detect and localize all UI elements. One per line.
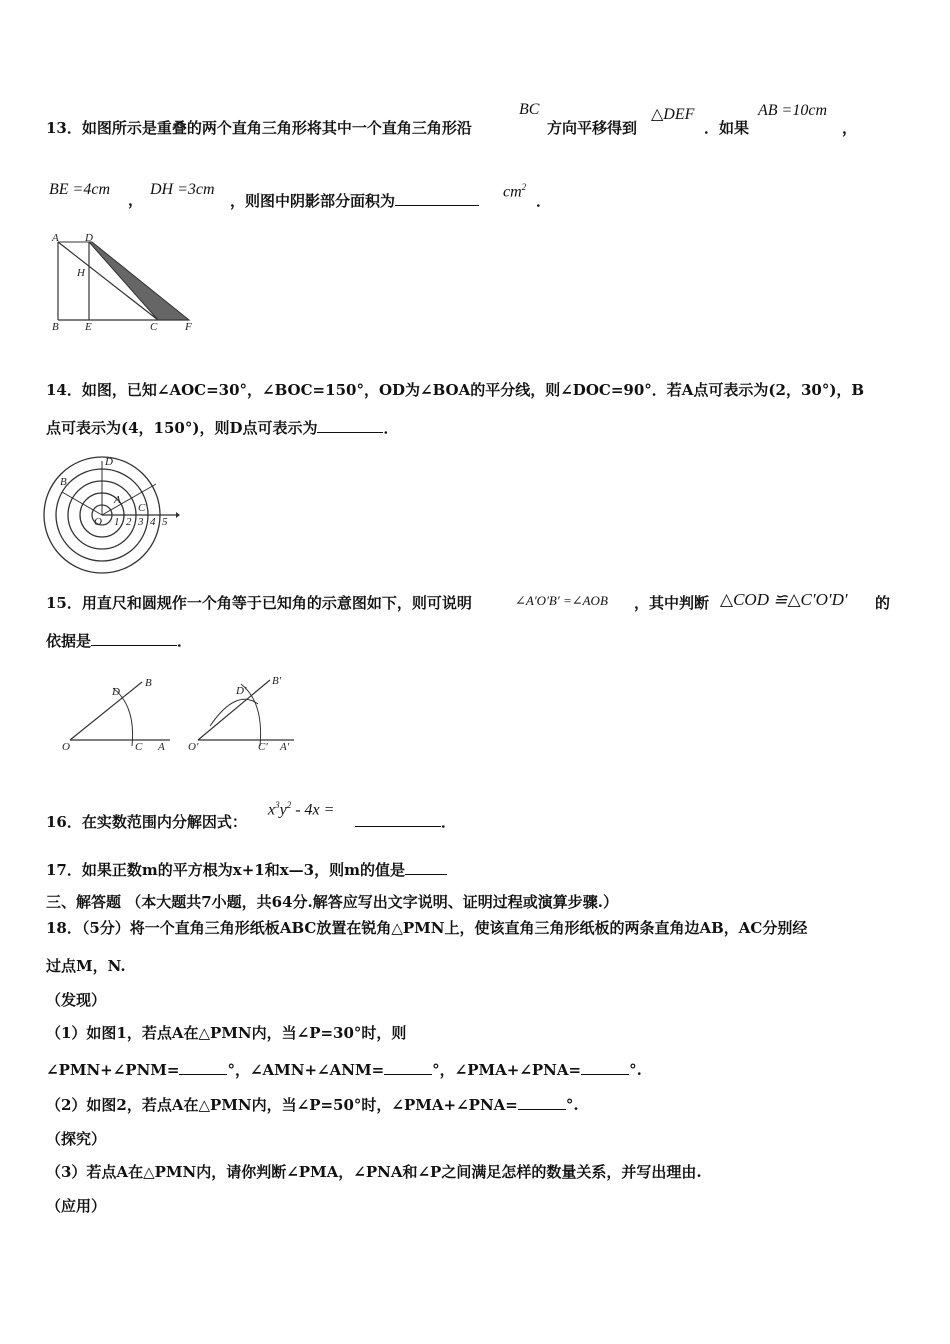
q16-answer-blank[interactable] xyxy=(355,812,441,827)
q18-line1: 18．（5分）将一个直角三角形纸板ABC放置在锐角△PMN上，使该直角三角形纸板的两条直角边AB，AC分别经 xyxy=(46,919,808,937)
q13-dh: DH =3cm xyxy=(150,181,215,198)
label-d: D xyxy=(105,456,113,468)
q13-unit-text: cm xyxy=(503,183,522,201)
q18-p1-a: ∠PMN+∠PNM= xyxy=(46,1061,180,1079)
label-d: D xyxy=(85,232,93,244)
q13-line2 xyxy=(230,190,479,211)
label-o: O xyxy=(62,741,70,753)
shaded-region xyxy=(89,242,189,320)
label-o-prime: O′ xyxy=(188,741,199,753)
q14-text: 点可表示为(4，150°)，则D点可表示为 xyxy=(46,419,318,437)
q17-answer-blank[interactable] xyxy=(405,860,447,875)
label-a: A xyxy=(114,494,121,506)
q18-p2-b: °. xyxy=(565,1096,579,1114)
q15-left-angle xyxy=(62,677,170,753)
q18-line2: 过点M，N. xyxy=(46,957,126,975)
q13-end: ． xyxy=(536,192,552,210)
q13-bc: BC xyxy=(519,101,540,118)
label-b-prime: B′ xyxy=(272,675,282,687)
label-b: B xyxy=(52,321,59,333)
q17-line xyxy=(46,859,447,880)
q15-answer-blank[interactable] xyxy=(91,631,177,646)
label-c: C xyxy=(135,741,143,753)
q16-expr-rest: - 4x = xyxy=(291,801,335,819)
q16-end: ． xyxy=(441,813,457,831)
q13-text-a: 13．如图所示是重叠的两个直角三角形将其中一个直角三角形沿 xyxy=(46,119,472,137)
q15-angle-eq: ∠A′O′B′ =∠AOB xyxy=(515,593,608,608)
label-c-prime: C′ xyxy=(258,741,268,753)
segment-ac xyxy=(58,242,158,320)
q13-line1 xyxy=(46,117,472,138)
q18-p1-c: °，∠PMA+∠PNA= xyxy=(432,1061,582,1079)
q14-answer-blank[interactable] xyxy=(317,418,383,433)
tick-2: 2 xyxy=(126,516,132,528)
q16-expr xyxy=(268,800,334,819)
q13-figure xyxy=(44,230,200,334)
q18-blank-3[interactable] xyxy=(581,1060,629,1075)
label-c: C xyxy=(150,321,158,333)
q18-blank-1[interactable] xyxy=(179,1060,227,1075)
q18-p1-d: °. xyxy=(629,1061,642,1079)
label-d: D xyxy=(112,686,120,698)
q15-figure xyxy=(60,670,300,760)
tick-1: 1 xyxy=(114,516,120,528)
q16-answer xyxy=(355,811,456,832)
q18-part1: （1）如图1，若点A在△PMN内，当∠P=30°时，则 xyxy=(46,1024,407,1042)
label-a: A xyxy=(52,232,59,244)
label-b: B xyxy=(60,476,67,488)
q13-comma: ， xyxy=(842,119,858,137)
label-a: A xyxy=(158,741,165,753)
q13-text-b: 方向平移得到 xyxy=(547,119,638,137)
section-3-heading: 三、解答题 （本大题共7小题，共64分.解答应写出文字说明、证明过程或演算步骤.） xyxy=(46,893,618,911)
q13-text-c: ．如果 xyxy=(704,119,750,137)
q14-end: ． xyxy=(383,419,399,437)
q14-line1: 14．如图，已知∠AOC=30°，∠BOC=150°，OD为∠BOA的平分线，则∠DOC=90°．若A点可表示为(2，30°)，B xyxy=(46,381,865,399)
q18-blank-4[interactable] xyxy=(518,1095,566,1110)
label-f: F xyxy=(185,321,192,333)
q13-be: BE =4cm xyxy=(49,181,110,198)
q15-congruence: △COD ≌△C′O′D′ xyxy=(720,590,848,609)
tick-4: 4 xyxy=(150,516,156,528)
q16-text: 16．在实数范围内分解因式： xyxy=(46,813,247,831)
q18-p2-a: （2）如图2，若点A在△PMN内，当∠P=50°时，∠PMA+∠PNA= xyxy=(46,1096,518,1114)
label-o: O xyxy=(94,516,102,528)
q18-blank-2[interactable] xyxy=(384,1060,432,1075)
q14-figure xyxy=(42,455,180,579)
arc-d-prime xyxy=(210,699,258,726)
axis-arrow xyxy=(176,512,180,518)
label-e: E xyxy=(85,321,92,333)
q14-line2 xyxy=(46,417,398,438)
q18-p1-b: °，∠AMN+∠ANM= xyxy=(227,1061,385,1079)
q16-x: x xyxy=(268,801,276,819)
q15-text-b: ，其中判断 xyxy=(634,594,710,612)
q15-end: ． xyxy=(177,632,193,650)
q17-text: 17．如果正数m的平方根为x+1和x—3，则m的值是 xyxy=(46,861,405,879)
q18-part3: （3）若点A在△PMN内，请你判断∠PMA，∠PNA和∠P之间满足怎样的数量关系，并写出理由. xyxy=(46,1163,702,1181)
q13-unit xyxy=(503,182,526,201)
q18-explore: （探究） xyxy=(46,1130,107,1148)
q13-comma-2: ， xyxy=(128,191,144,209)
ray-ob xyxy=(70,682,142,740)
q16-y-exp: 2 xyxy=(286,800,292,810)
q15-right-angle xyxy=(188,675,294,753)
q13-unit-exp: 2 xyxy=(521,182,527,192)
q18-part1-answers xyxy=(46,1059,642,1080)
label-b: B xyxy=(145,677,152,689)
tick-5: 5 xyxy=(162,516,168,528)
label-h: H xyxy=(77,267,85,279)
q13-ab: AB =10cm xyxy=(758,102,827,119)
q13-def: △DEF xyxy=(651,106,695,123)
q16-y: y xyxy=(279,801,287,819)
q13-answer-blank[interactable] xyxy=(395,191,479,206)
q16-x-exp: 3 xyxy=(275,800,280,810)
q18-discover: （发现） xyxy=(46,991,107,1009)
q13-text-d: ，则图中阴影部分面积为 xyxy=(230,192,396,210)
q15-text-a: 15．用直尺和圆规作一个角等于已知角的示意图如下，则可说明 xyxy=(46,594,472,612)
q18-apply: （应用） xyxy=(46,1197,107,1215)
q15-text-d: 依据是 xyxy=(46,632,92,650)
label-a-prime: A′ xyxy=(280,741,290,753)
label-d-prime: D′ xyxy=(236,685,247,697)
q15-line2 xyxy=(46,630,192,651)
ray-o-prime-b xyxy=(198,680,270,740)
label-c: C xyxy=(138,502,146,514)
tick-3: 3 xyxy=(138,516,144,528)
q18-part2 xyxy=(46,1094,579,1115)
q15-text-c: 的 xyxy=(875,594,891,612)
